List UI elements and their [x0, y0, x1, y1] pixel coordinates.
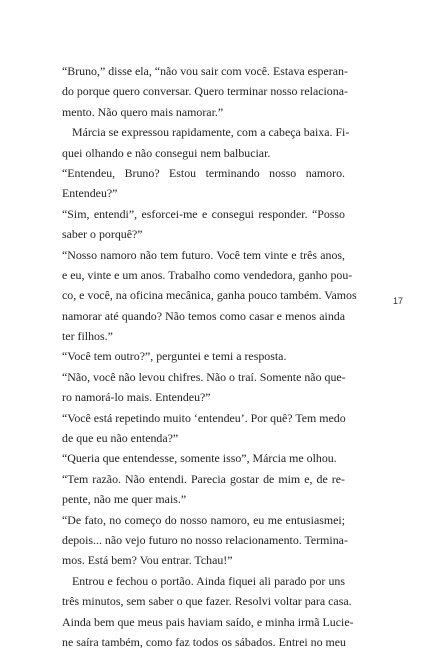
text-line: co, e você, na oficina mecânica, ganha pouco também. Vamos: [62, 288, 357, 303]
text-line: ne saíra também, como faz todos os sábados. Entrei no meu: [62, 634, 346, 649]
text-line: três minutos, sem saber o que fazer. Resolvi voltar para casa.: [62, 594, 352, 609]
text-line: Entendeu?”: [62, 186, 118, 201]
text-line: Entrou e fechou o portão. Ainda fiquei ali parado por uns: [72, 573, 345, 588]
text-line: namorar até quando? Não temos como casar e menos ainda: [62, 308, 345, 323]
text-line: Márcia se expressou rapidamente, com a cabeça baixa. Fi-: [72, 125, 350, 140]
text-line: saber o porquê?”: [62, 227, 143, 242]
text-line: “Sim, entendi”, esforcei-me e consegui responder. “Posso: [62, 206, 345, 221]
text-line: “Não, você não levou chifres. Não o traí. Somente não que-: [62, 369, 346, 384]
body-text: [62, 61, 357, 652]
text-line: depois... não vejo futuro no nosso relacionamento. Termina-: [62, 532, 348, 547]
text-line: “Você está repetindo muito ‘entendeu’. Por quê? Tem medo: [62, 410, 346, 425]
text-line: mos. Está bem? Vou entrar. Tchau!”: [62, 553, 233, 568]
text-line: “Queria que entendesse, somente isso”, Márcia me olhou.: [62, 451, 337, 466]
text-line: mento. Não quero mais namorar.”: [62, 104, 224, 119]
text-line: “Bruno,” disse ela, “não vou sair com você. Estava esperan-: [62, 64, 348, 78]
text-line: “Nosso namoro não tem futuro. Você tem vinte e três anos,: [62, 247, 345, 262]
text-line: e eu, vinte e um anos. Trabalho como vendedora, ganho pou-: [62, 267, 353, 282]
page-number: 17: [393, 296, 404, 306]
text-line: “Entendeu, Bruno? Estou terminando nosso namoro.: [62, 165, 345, 180]
text-line: do porque quero conversar. Quero terminar nosso relaciona-: [62, 84, 348, 99]
text-line: quei olhando e não consegui nem balbuciar.: [62, 145, 271, 160]
text-line: “De fato, no começo do nosso namoro, eu me entusiasmei;: [62, 512, 345, 527]
text-line: “Tem razão. Não entendi. Parecia gostar de mim e, de re-: [62, 471, 345, 486]
text-line: “Você tem outro?”, perguntei e temi a resposta.: [62, 349, 287, 364]
text-line: ro namorá-lo mais. Entendeu?”: [62, 390, 211, 405]
text-line: pente, não me quer mais.”: [62, 492, 187, 507]
text-line: de que eu não entenda?”: [62, 431, 179, 446]
text-line: ter filhos.”: [62, 329, 113, 344]
text-line: Ainda bem que meus pais haviam saído, e minha irmã Lucie-: [62, 614, 354, 629]
